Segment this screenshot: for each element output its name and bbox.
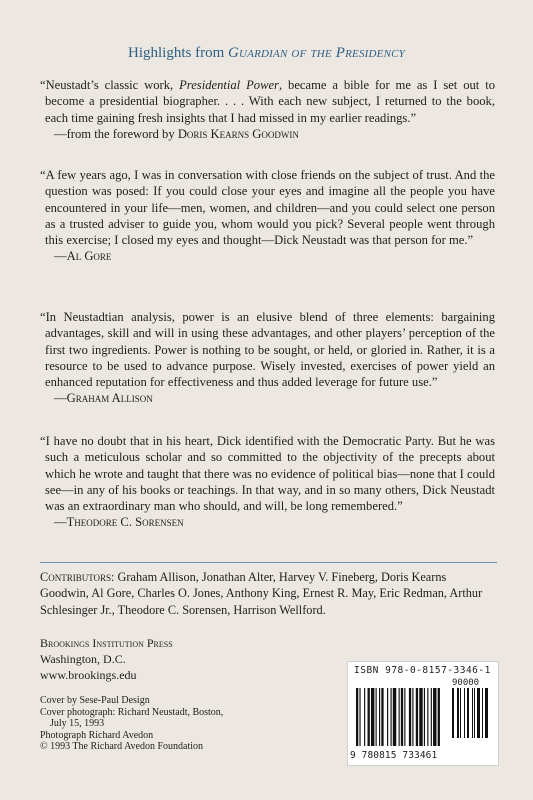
credit-line: Cover by Sese-Paul Design [40, 695, 150, 706]
quote-4 [40, 433, 495, 531]
quote-2-attribution: —Al Gore [54, 249, 112, 264]
quote-3 [40, 309, 495, 407]
page-heading [0, 45, 533, 62]
quote-1-text-a: “Neustadt’s classic work, [40, 78, 180, 92]
quote-4-attribution: —Theodore C. Sorensen [54, 515, 184, 530]
contributors-names: Graham Allison, Jonathan Alter, Harvey V. Fineberg, Doris Kearns Goodwin, Al Gore, Charles O. Jones, Anthony King, Ernest R. May, Eric Redman, Arthur Schlesinger Jr., Theodore C. Sorensen, Harrison Wellford. [40, 570, 483, 617]
quote-1-book-title: Presidential Power [179, 78, 279, 92]
barcode-digits: 9 780815 733461 [350, 750, 438, 761]
quote-1-attr-prefix: —from the foreword by [54, 126, 178, 141]
quote-3-text: “In Neustadtian analysis, power is an elusive blend of three elements: bargaining advantages, skill and will in using these advantages, and other players’ perception of the first two ingredients. Power is nothing to be sought, or held, or gloried in. Rather, it is a resource to be used to advance purpose. Wisely invested, exercises of power yield an enhanced reputation for effectiveness and thus added leverage for future use.” [40, 310, 495, 390]
quote-2-text: “A few years ago, I was in conversation with close friends on the subject of trust. And the question was posed: If you could close your eyes and imagine all the people you have encountered in your life—men, women, and children—and you could select one person as a trusted adviser to guide you, whom would you pick? Several people went through this exercise; I closed my eyes and thought—Dick Neustadt was that person for me.” [40, 168, 495, 248]
quote-1-text [40, 77, 495, 126]
quote-1-text-b: , became a bible for me as I set out to become a presidential biographer. . . . With each new subject, I returned to the book, each time gaining fresh insights that I had missed in my earlier readings.” [45, 78, 496, 125]
divider-line [40, 562, 497, 563]
contributors-label: Contributors: [40, 570, 115, 584]
heading-book-title: Guardian of the Presidency [228, 45, 405, 61]
quote-1-attribution [40, 126, 495, 142]
quote-3-attribution: —Graham Allison [54, 391, 153, 406]
publisher-name: Brookings Institution Press [40, 636, 173, 650]
quote-2 [40, 167, 495, 265]
isbn-number: ISBN 978-0-8157-3346-1 [354, 665, 491, 676]
barcode-bars-icon [356, 688, 490, 750]
credit-line: © 1993 The Richard Avedon Foundation [40, 741, 204, 753]
credit-line: July 15, 1993 [50, 718, 105, 730]
heading-prefix: Highlights from [128, 45, 228, 61]
isbn-barcode [347, 661, 499, 766]
publisher-block [40, 635, 173, 683]
quote-1-attr-name: Doris Kearns Goodwin [177, 126, 299, 141]
price-code: 90000 [452, 678, 480, 688]
publisher-url: www.brookings.edu [40, 668, 137, 682]
quote-4-text: “I have no doubt that in his heart, Dick identified with the Democratic Party. But he was such a meticulous scholar and so committed to the objectivity of the precepts about which he wrote and taught that there was no evidence of political bias—none that I could see—in any of his books or teachings. In that way, and in so many others, Dick Neustadt was an extraordinary man who should, and will, be long remembered.” [40, 434, 495, 514]
credit-line: Cover photograph: Richard Neustadt, Boston, [40, 706, 224, 718]
quote-1 [40, 77, 495, 142]
contributors-list [40, 569, 498, 618]
cover-credits [40, 695, 300, 753]
publisher-city: Washington, D.C. [40, 652, 126, 666]
credit-line: Photograph Richard Avedon [40, 729, 154, 741]
